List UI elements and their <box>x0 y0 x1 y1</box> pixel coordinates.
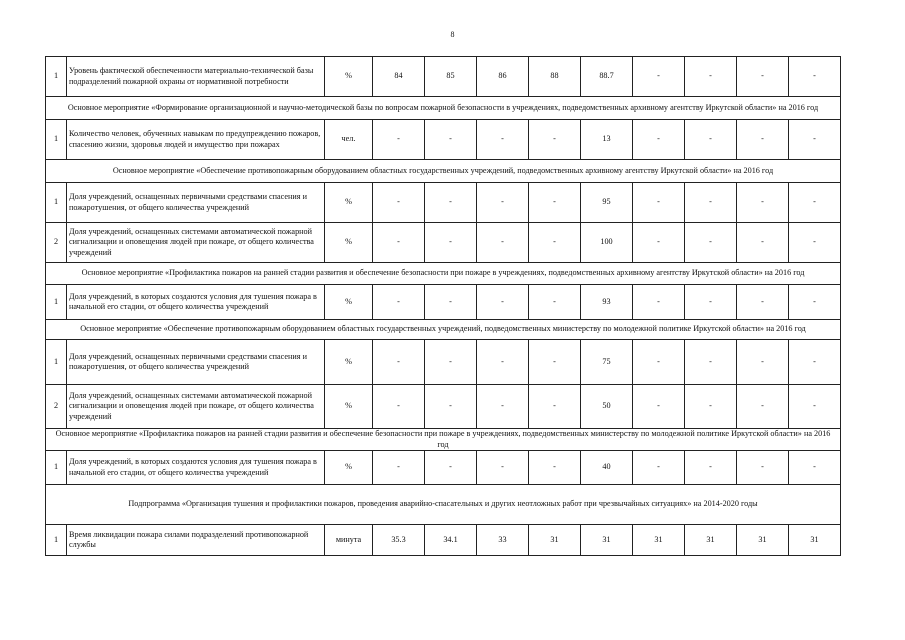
section-title: Основное мероприятие «Обеспечение противопожарным оборудованием областных государственных учреждений, подведомственных архивному агентству Иркутской области» на 2016 год <box>46 160 841 183</box>
value-cell: 100 <box>581 223 633 263</box>
value-cell: - <box>685 57 737 97</box>
unit-cell: % <box>325 385 373 429</box>
value-cell: - <box>529 120 581 160</box>
indicator-name: Количество человек, обученных навыкам по предупреждению пожаров, спасению жизни, здоровья людей и имущество при пожарах <box>67 120 325 160</box>
section-header-row <box>46 320 841 340</box>
unit-cell: % <box>325 451 373 485</box>
table-row <box>46 525 841 556</box>
value-cell: - <box>633 451 685 485</box>
indicator-name: Доля учреждений, оснащенных первичными средствами спасения и пожаротушения, от общего количества учреждений <box>67 183 325 223</box>
value-cell: - <box>425 120 477 160</box>
value-cell: 95 <box>581 183 633 223</box>
value-cell: - <box>789 285 841 320</box>
row-number: 1 <box>46 340 67 385</box>
value-cell: - <box>373 223 425 263</box>
value-cell: - <box>373 183 425 223</box>
indicator-name: Доля учреждений, оснащенных системами автоматической пожарной сигнализации и оповещения людей при пожаре, от общего количества учреждений <box>67 223 325 263</box>
value-cell: - <box>529 285 581 320</box>
value-cell: 31 <box>581 525 633 556</box>
value-cell: - <box>685 340 737 385</box>
value-cell: 13 <box>581 120 633 160</box>
value-cell: 35.3 <box>373 525 425 556</box>
value-cell: - <box>789 120 841 160</box>
value-cell: - <box>425 385 477 429</box>
table-row <box>46 57 841 97</box>
table-row <box>46 183 841 223</box>
indicator-name: Доля учреждений, в которых создаются условия для тушения пожара в начальной его стадии, от общего количества учреждений <box>67 285 325 320</box>
value-cell: - <box>737 340 789 385</box>
value-cell: - <box>737 57 789 97</box>
table-row <box>46 223 841 263</box>
value-cell: - <box>477 223 529 263</box>
table-row <box>46 340 841 385</box>
value-cell: 31 <box>737 525 789 556</box>
value-cell: - <box>529 385 581 429</box>
value-cell: - <box>477 340 529 385</box>
value-cell: 86 <box>477 57 529 97</box>
value-cell: 93 <box>581 285 633 320</box>
value-cell: - <box>529 183 581 223</box>
value-cell: 50 <box>581 385 633 429</box>
value-cell: 84 <box>373 57 425 97</box>
value-cell: - <box>633 120 685 160</box>
table-row <box>46 385 841 429</box>
row-number: 1 <box>46 451 67 485</box>
value-cell: - <box>633 57 685 97</box>
unit-cell: минута <box>325 525 373 556</box>
row-number: 2 <box>46 223 67 263</box>
indicators-table <box>45 56 841 556</box>
value-cell: - <box>685 285 737 320</box>
table-row <box>46 120 841 160</box>
value-cell: 31 <box>529 525 581 556</box>
row-number: 2 <box>46 385 67 429</box>
table-row <box>46 451 841 485</box>
value-cell: - <box>373 451 425 485</box>
section-header-row <box>46 160 841 183</box>
value-cell: - <box>789 57 841 97</box>
indicator-name: Доля учреждений, оснащенных первичными средствами спасения и пожаротушения, от общего количества учреждений <box>67 340 325 385</box>
value-cell: - <box>633 183 685 223</box>
value-cell: 31 <box>685 525 737 556</box>
value-cell: - <box>789 451 841 485</box>
value-cell: 31 <box>789 525 841 556</box>
section-header-row <box>46 97 841 120</box>
unit-cell: чел. <box>325 120 373 160</box>
value-cell: 33 <box>477 525 529 556</box>
unit-cell: % <box>325 183 373 223</box>
value-cell: - <box>633 340 685 385</box>
value-cell: - <box>425 183 477 223</box>
value-cell: - <box>529 451 581 485</box>
unit-cell: % <box>325 340 373 385</box>
value-cell: 31 <box>633 525 685 556</box>
value-cell: - <box>529 340 581 385</box>
value-cell: - <box>425 285 477 320</box>
value-cell: - <box>633 385 685 429</box>
value-cell: - <box>477 120 529 160</box>
section-title: Основное мероприятие «Обеспечение противопожарным оборудованием областных государственных учреждений, подведомственных министерству по молодежной политике Иркутской области» на 2016 год <box>46 320 841 340</box>
row-number: 1 <box>46 183 67 223</box>
unit-cell: % <box>325 223 373 263</box>
unit-cell: % <box>325 57 373 97</box>
value-cell: - <box>737 223 789 263</box>
value-cell: - <box>373 340 425 385</box>
value-cell: - <box>789 183 841 223</box>
value-cell: - <box>633 223 685 263</box>
section-title: Основное мероприятие «Формирование организационной и научно-методической базы по вопросам пожарной безопасности в учреждениях, подведомственных архивному агентству Иркутской области» на 2016 год <box>46 97 841 120</box>
indicator-name: Доля учреждений, в которых создаются условия для тушения пожара в начальной его стадии, от общего количества учреждений <box>67 451 325 485</box>
indicator-name: Доля учреждений, оснащенных системами автоматической пожарной сигнализации и оповещения людей при пожаре, от общего количества учреждений <box>67 385 325 429</box>
value-cell: 88.7 <box>581 57 633 97</box>
section-title: Основное мероприятие «Профилактика пожаров на ранней стадии развития и обеспечение безопасности при пожаре в учреждениях, подведомственных архивному агентству Иркутской области» на 2016 год <box>46 263 841 285</box>
value-cell: - <box>633 285 685 320</box>
value-cell: - <box>737 183 789 223</box>
value-cell: 40 <box>581 451 633 485</box>
value-cell: - <box>373 285 425 320</box>
indicator-name: Уровень фактической обеспеченности материально-технической базы подразделений пожарной охраны от нормативной потребности <box>67 57 325 97</box>
value-cell: - <box>425 451 477 485</box>
value-cell: - <box>789 340 841 385</box>
value-cell: - <box>737 120 789 160</box>
value-cell: - <box>685 385 737 429</box>
value-cell: - <box>529 223 581 263</box>
value-cell: - <box>789 385 841 429</box>
value-cell: - <box>425 223 477 263</box>
section-header-row <box>46 429 841 451</box>
page-number: 8 <box>450 30 455 39</box>
table-body <box>46 57 841 556</box>
value-cell: - <box>373 120 425 160</box>
value-cell: - <box>477 451 529 485</box>
value-cell: 88 <box>529 57 581 97</box>
section-title: Основное мероприятие «Профилактика пожаров на ранней стадии развития и обеспечение безопасности при пожаре в учреждениях, подведомственных министерству по молодежной политике Иркутской области» на 2016 год <box>46 429 841 451</box>
value-cell: - <box>737 285 789 320</box>
table-row <box>46 285 841 320</box>
row-number: 1 <box>46 285 67 320</box>
value-cell: - <box>737 385 789 429</box>
row-number: 1 <box>46 57 67 97</box>
value-cell: 85 <box>425 57 477 97</box>
value-cell: 34.1 <box>425 525 477 556</box>
subprogram-title: Подпрограмма «Организация тушения и профилактики пожаров, проведения аварийно-спасательных и других неотложных работ при чрезвычайных ситуациях» на 2014-2020 годы <box>46 485 841 525</box>
value-cell: - <box>477 285 529 320</box>
value-cell: - <box>477 385 529 429</box>
value-cell: - <box>685 223 737 263</box>
value-cell: - <box>373 385 425 429</box>
value-cell: - <box>789 223 841 263</box>
value-cell: - <box>685 451 737 485</box>
row-number: 1 <box>46 120 67 160</box>
unit-cell: % <box>325 285 373 320</box>
indicator-name: Время ликвидации пожара силами подразделений противопожарной службы <box>67 525 325 556</box>
value-cell: - <box>685 183 737 223</box>
value-cell: - <box>685 120 737 160</box>
value-cell: - <box>425 340 477 385</box>
row-number: 1 <box>46 525 67 556</box>
value-cell: - <box>737 451 789 485</box>
value-cell: 75 <box>581 340 633 385</box>
section-header-row <box>46 263 841 285</box>
value-cell: - <box>477 183 529 223</box>
subprogram-header-row <box>46 485 841 525</box>
